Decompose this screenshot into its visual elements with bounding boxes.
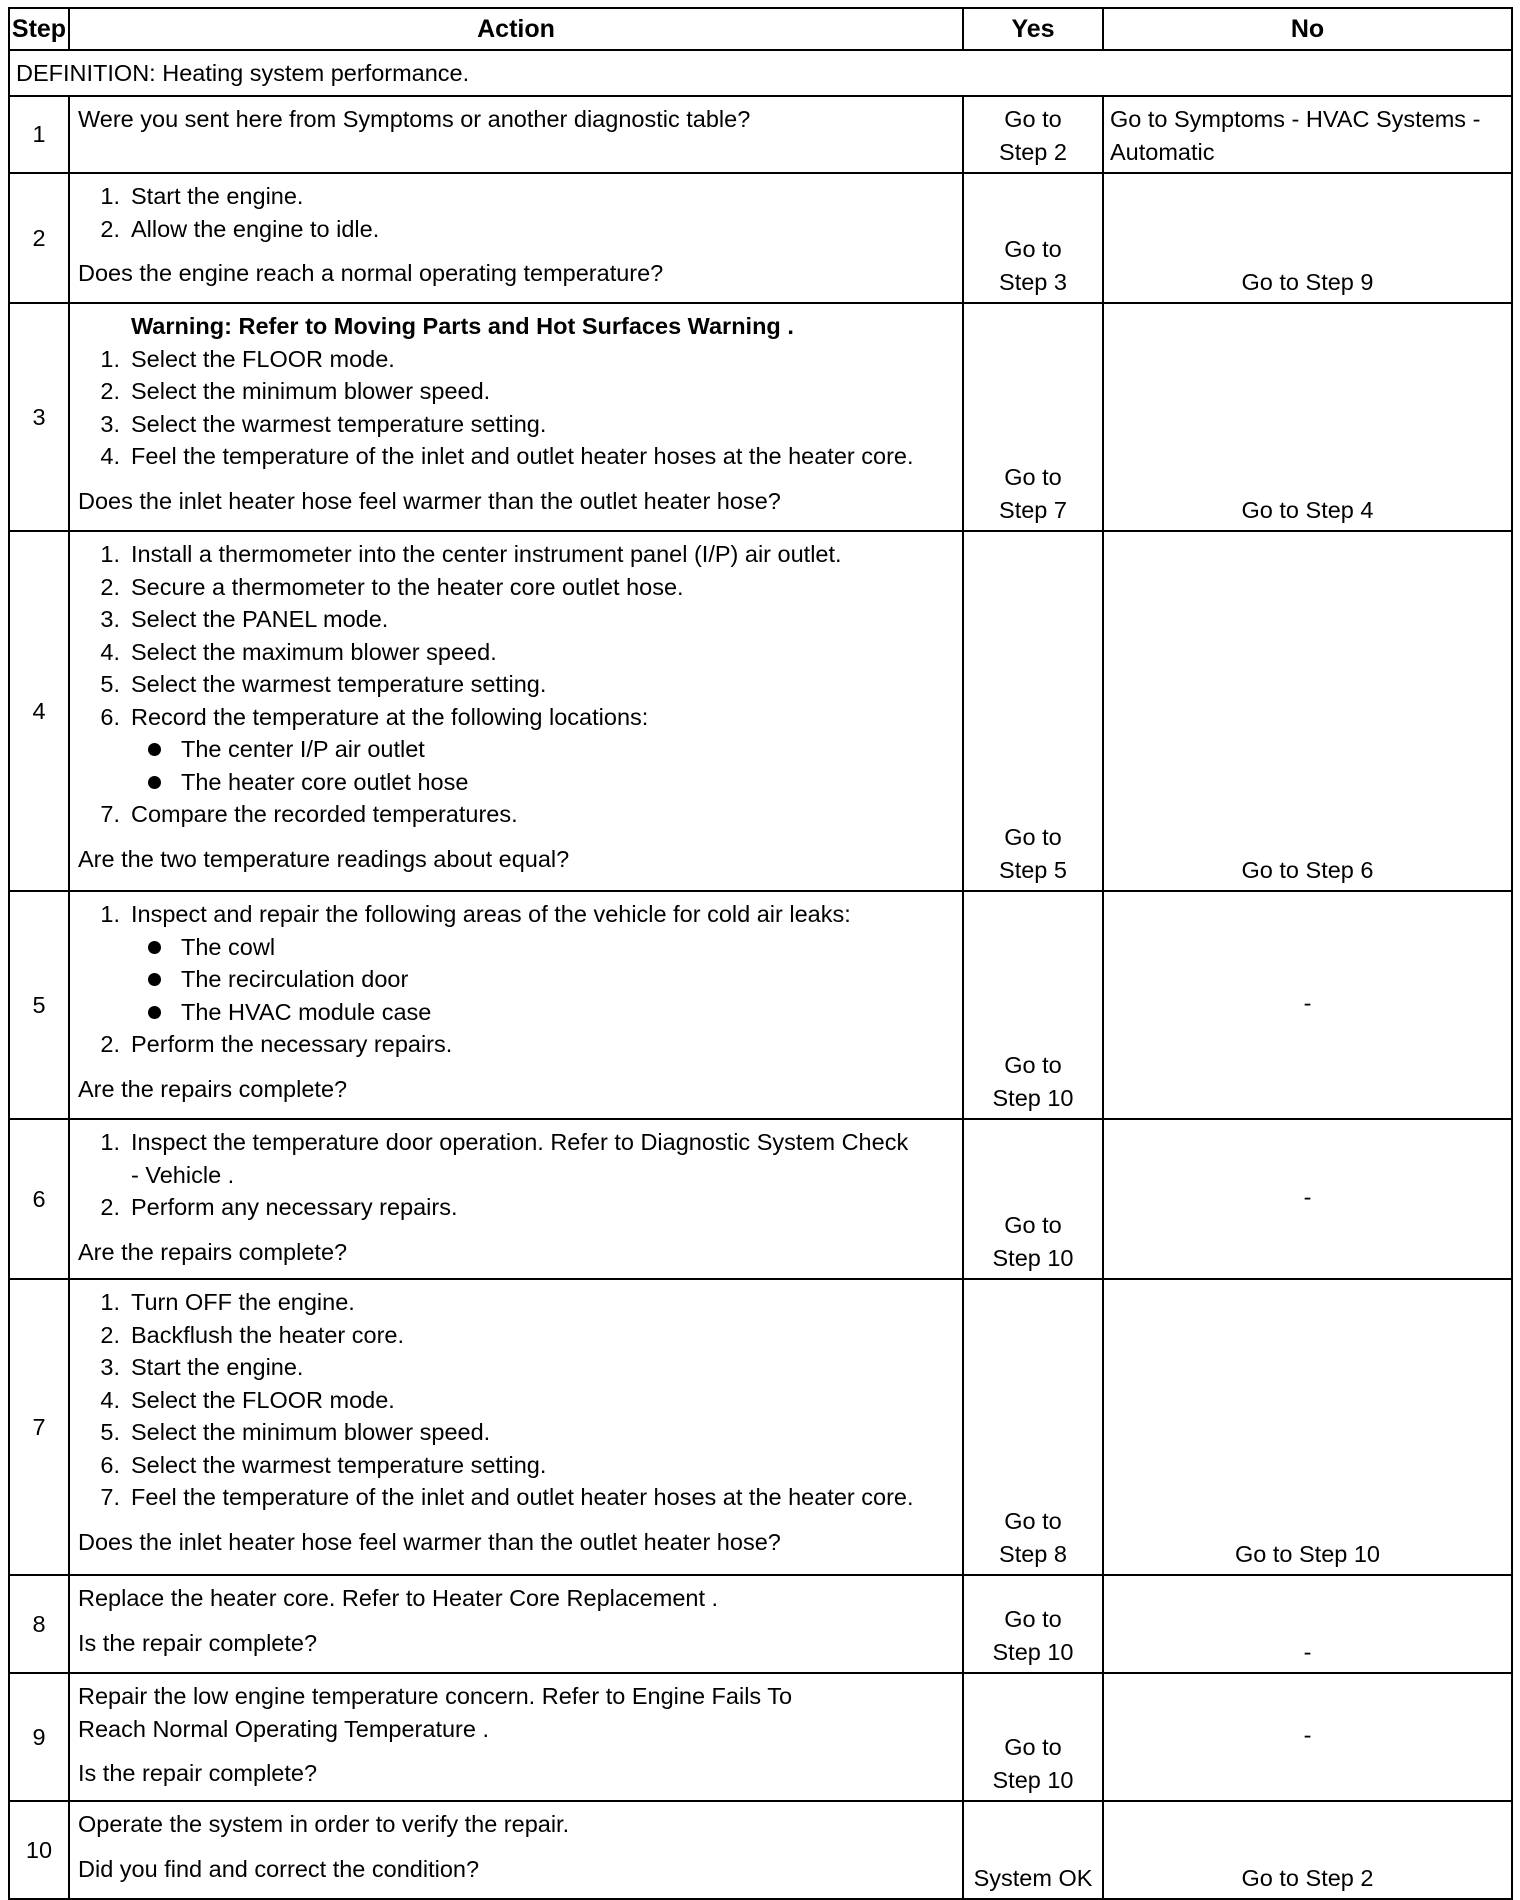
yes-cell	[963, 1673, 1103, 1801]
step-number: 1	[9, 96, 69, 173]
yes-line-1: System OK	[973, 1864, 1093, 1891]
action-step: 2. Perform the necessary repairs.	[100, 1031, 453, 1057]
yes-line-2: Step 5	[999, 856, 1067, 883]
action-steps	[78, 180, 954, 245]
yes-line-2: Step 7	[999, 496, 1067, 523]
step-number: 4	[9, 531, 69, 891]
bullet-icon	[148, 743, 161, 756]
question-text: Does the inlet heater hose feel warmer than the outlet heater hose?	[78, 487, 781, 514]
action-cell	[69, 1119, 963, 1279]
yes-line-2: Step 2	[999, 138, 1067, 165]
action-step-continuation: - Vehicle .	[131, 1161, 235, 1188]
header-row	[9, 8, 1512, 50]
yes-cell	[963, 173, 1103, 303]
no-cell: -	[1103, 1575, 1512, 1673]
question-text: Are the repairs complete?	[78, 1238, 348, 1265]
action-cell	[69, 531, 963, 891]
action-step: 3. Select the warmest temperature setting.	[100, 410, 547, 437]
step-number: 10	[9, 1801, 69, 1899]
table-row	[9, 531, 1512, 891]
action-steps-cont	[78, 798, 954, 831]
table-row	[9, 1575, 1512, 1673]
question-text: Does the engine reach a normal operating temperature?	[78, 260, 664, 286]
yes-line-2: Step 10	[992, 1244, 1074, 1271]
yes-cell	[963, 891, 1103, 1119]
action-step: 1. Inspect and repair the following areas of the vehicle for cold air leaks:	[100, 901, 851, 927]
question-text: Did you find and correct the condition?	[78, 1855, 480, 1882]
action-step: 2. Perform any necessary repairs.	[100, 1194, 458, 1220]
action-step: 3. Start the engine.	[100, 1354, 304, 1380]
table-row	[9, 891, 1512, 1119]
table-row	[9, 1119, 1512, 1279]
warning-text: Warning: Refer to Moving Parts and Hot Surfaces Warning .	[131, 313, 794, 339]
action-text: Operate the system in order to verify the repair.	[78, 1811, 570, 1837]
action-step: 7. Compare the recorded temperatures.	[100, 801, 518, 827]
yes-line-2: Step 10	[992, 1084, 1074, 1111]
no-cell: -	[1103, 891, 1512, 1119]
yes-line-1: Go to	[1004, 824, 1062, 850]
action-cell	[69, 1801, 963, 1899]
action-step: 2. Select the minimum blower speed.	[100, 378, 491, 404]
yes-cell	[963, 1575, 1103, 1673]
question-text: Is the repair complete?	[78, 1760, 318, 1786]
definition-text: DEFINITION: Heating system performance.	[9, 50, 1512, 96]
step-number: 5	[9, 891, 69, 1119]
bullet-item: The HVAC module case	[78, 996, 954, 1029]
yes-cell	[963, 1279, 1103, 1575]
action-step: 1. Inspect the temperature door operation. Refer to Diagnostic System Check - Vehicle .	[100, 1129, 909, 1188]
step-number: 3	[9, 303, 69, 531]
action-step: 7. Feel the temperature of the inlet and outlet heater hoses at the heater core.	[100, 1484, 914, 1510]
yes-cell	[963, 1119, 1103, 1279]
yes-cell	[963, 303, 1103, 531]
action-cell	[69, 1575, 963, 1673]
action-steps	[78, 1126, 954, 1224]
action-step: 1. Start the engine.	[100, 183, 304, 209]
yes-line-2: Step 10	[992, 1766, 1074, 1793]
bullet-icon	[148, 973, 161, 986]
action-step: 1. Turn OFF the engine.	[100, 1289, 355, 1315]
location-bullets	[78, 733, 954, 798]
table-row	[9, 1279, 1512, 1575]
step-number: 8	[9, 1575, 69, 1673]
action-step: 3. Select the PANEL mode.	[100, 606, 389, 632]
action-step: 4. Feel the temperature of the inlet and outlet heater hoses at the heater core.	[100, 443, 914, 469]
diagnostic-table	[8, 7, 1513, 1900]
question-text: Is the repair complete?	[78, 1629, 318, 1656]
bullet-item: The recirculation door	[78, 963, 954, 996]
no-cell: -	[1103, 1119, 1512, 1279]
table-row	[9, 303, 1512, 531]
bullet-item: The heater core outlet hose	[78, 766, 954, 799]
table-row	[9, 1801, 1512, 1899]
no-cell: Go to Step 2	[1103, 1801, 1512, 1899]
bullet-item: The cowl	[78, 931, 954, 964]
no-cell: Go to Symptoms - HVAC Systems - Automatic	[1103, 96, 1512, 173]
action-cell	[69, 891, 963, 1119]
bullet-item: The center I/P air outlet	[78, 733, 954, 766]
header-yes: Yes	[963, 8, 1103, 50]
yes-line-1: Go to	[1004, 464, 1062, 490]
action-step: 4. Select the FLOOR mode.	[100, 1386, 395, 1413]
definition-row	[9, 50, 1512, 96]
action-step: 2. Backflush the heater core.	[100, 1321, 405, 1348]
action-cell	[69, 173, 963, 303]
action-step: 1. Select the FLOOR mode.	[100, 345, 395, 372]
bullet-icon	[148, 1006, 161, 1019]
yes-line-2: Step 3	[999, 268, 1067, 295]
table-row	[9, 1673, 1512, 1801]
yes-line-1: Go to	[1004, 1606, 1062, 1632]
action-step: 6. Select the warmest temperature setting.	[100, 1451, 547, 1478]
yes-cell	[963, 1801, 1103, 1899]
question-text: Does the inlet heater hose feel warmer than the outlet heater hose?	[78, 1528, 781, 1555]
step-number: 2	[9, 173, 69, 303]
action-steps	[78, 898, 954, 931]
action-steps	[78, 343, 954, 473]
bullet-icon	[148, 941, 161, 954]
action-text: Were you sent here from Symptoms or another diagnostic table?	[78, 106, 751, 132]
action-cell	[69, 1673, 963, 1801]
question-text: Are the two temperature readings about equal?	[78, 845, 570, 872]
yes-line-2: Step 10	[992, 1638, 1074, 1665]
header-action: Action	[69, 8, 963, 50]
action-step: 2. Allow the engine to idle.	[100, 215, 380, 242]
step-number: 7	[9, 1279, 69, 1575]
step-number: 9	[9, 1673, 69, 1801]
yes-cell	[963, 531, 1103, 891]
yes-line-2: Step 8	[999, 1540, 1067, 1567]
action-steps	[78, 538, 954, 733]
diagnostic-table-sheet	[8, 7, 1511, 1900]
action-steps-cont	[78, 1028, 954, 1061]
action-step: 6. Record the temperature at the following locations:	[100, 703, 649, 730]
action-cell	[69, 96, 963, 173]
action-step: 5. Select the warmest temperature setting.	[100, 671, 547, 697]
action-step: 4. Select the maximum blower speed.	[100, 638, 497, 665]
yes-cell	[963, 96, 1103, 173]
yes-line-1: Go to	[1004, 1212, 1062, 1238]
question-text: Are the repairs complete?	[78, 1075, 348, 1102]
step-number: 6	[9, 1119, 69, 1279]
action-text: Replace the heater core. Refer to Heater Core Replacement .	[78, 1585, 719, 1611]
no-cell: Go to Step 4	[1103, 303, 1512, 531]
yes-line-1: Go to	[1004, 106, 1062, 132]
action-step: 1. Install a thermometer into the center instrument panel (I/P) air outlet.	[100, 541, 842, 567]
yes-line-1: Go to	[1004, 236, 1062, 262]
header-step: Step	[9, 8, 69, 50]
no-cell: -	[1103, 1673, 1512, 1801]
table-row	[9, 173, 1512, 303]
action-step: 5. Select the minimum blower speed.	[100, 1419, 491, 1445]
action-steps	[78, 1286, 954, 1514]
area-bullets	[78, 931, 954, 1029]
action-cell	[69, 303, 963, 531]
action-cell	[69, 1279, 963, 1575]
no-cell: Go to Step 10	[1103, 1279, 1512, 1575]
bullet-icon	[148, 776, 161, 789]
action-text: Repair the low engine temperature concern. Refer to Engine Fails To Reach Normal Operating Temperature .	[78, 1683, 793, 1742]
yes-line-1: Go to	[1004, 1734, 1062, 1760]
action-step: 2. Secure a thermometer to the heater core outlet hose.	[100, 573, 684, 600]
no-cell: Go to Step 6	[1103, 531, 1512, 891]
no-cell: Go to Step 9	[1103, 173, 1512, 303]
header-no: No	[1103, 8, 1512, 50]
yes-line-1: Go to	[1004, 1052, 1062, 1078]
yes-line-1: Go to	[1004, 1508, 1062, 1534]
table-row	[9, 96, 1512, 173]
